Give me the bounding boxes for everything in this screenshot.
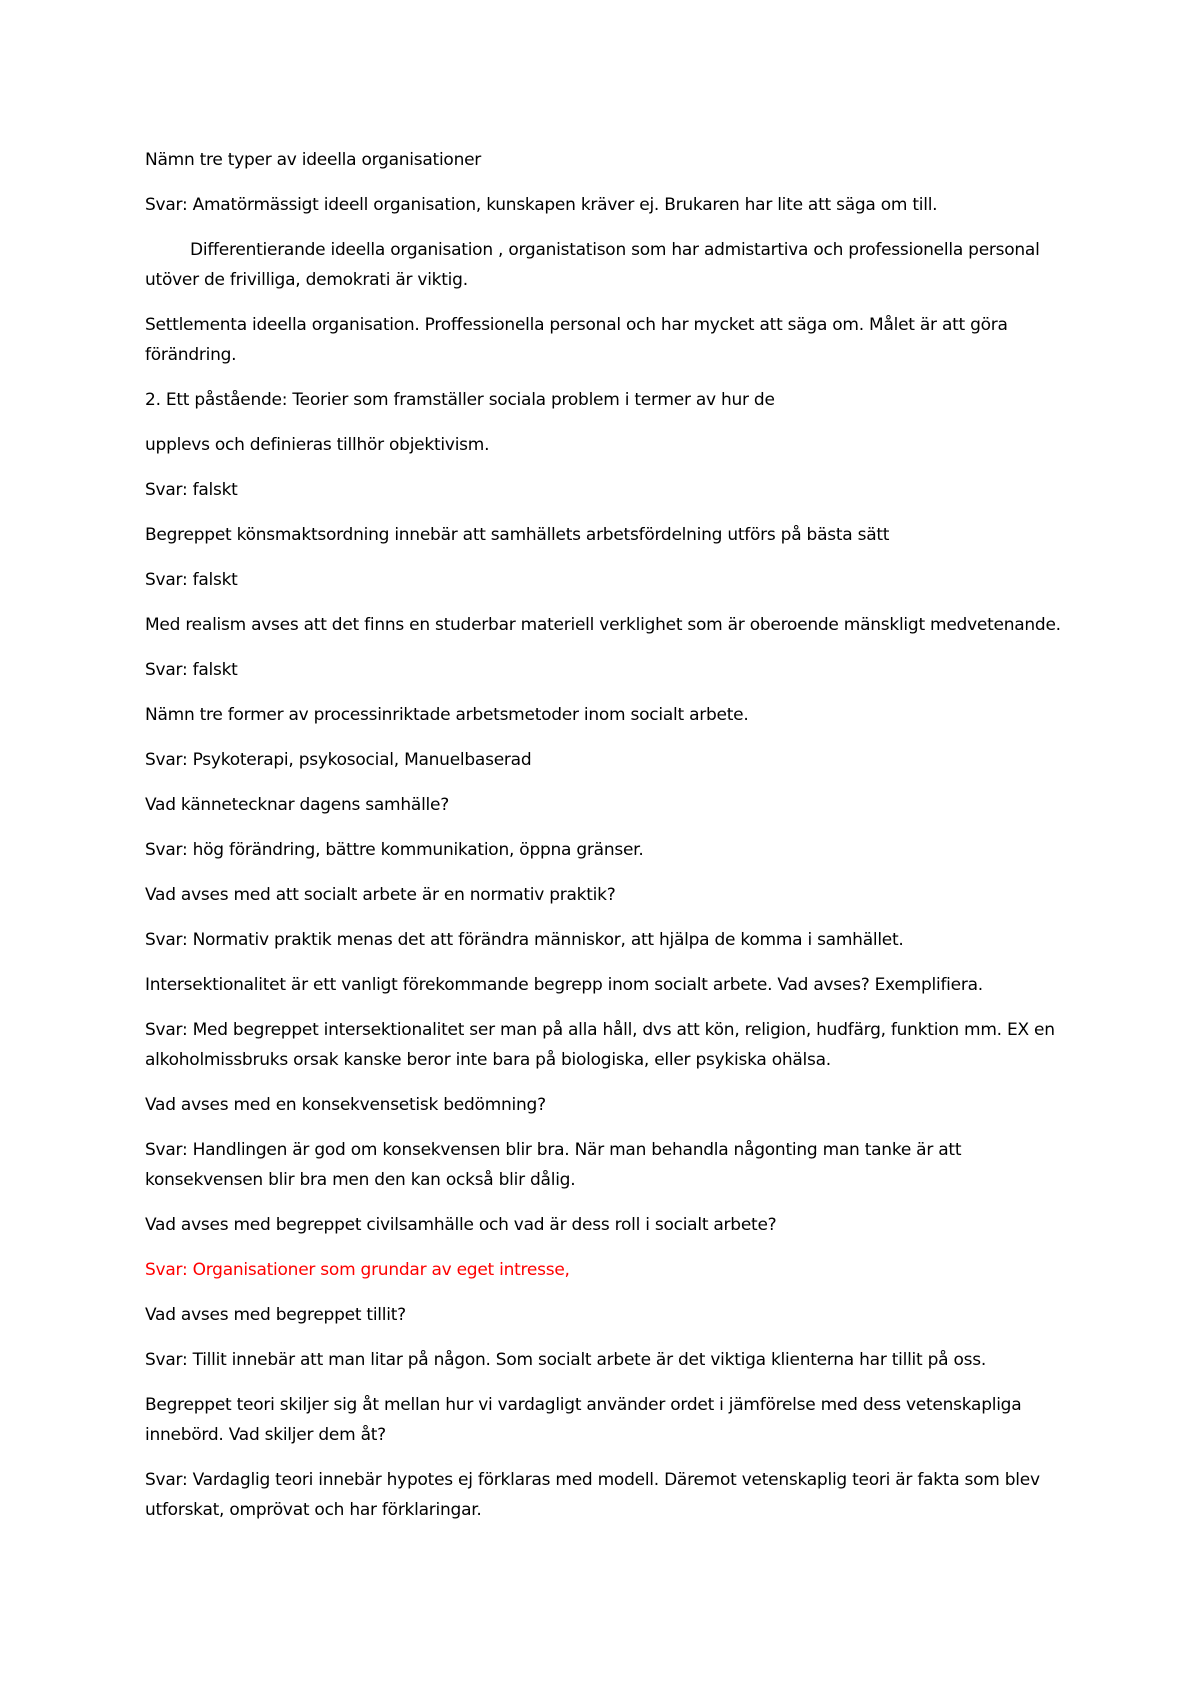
paragraph-answer: Svar: Amatörmässigt ideell organisation, kunskapen kräver ej. Brukaren har lite att säga om till. [145, 195, 938, 215]
paragraph-question: Vad avses med en konsekvensetisk bedömning? [145, 1095, 546, 1115]
paragraph-question: Nämn tre typer av ideella organisationer [145, 150, 482, 170]
paragraph-question: Vad avses med att socialt arbete är en normativ praktik? [145, 885, 616, 905]
paragraph-answer: Svar: Normativ praktik menas det att förändra människor, att hjälpa de komma i samhället. [145, 930, 904, 950]
paragraph-answer-highlighted: Svar: Organisationer som grundar av eget intresse, [145, 1260, 570, 1280]
paragraph-answer: Svar: falskt [145, 660, 238, 680]
paragraph-question: 2. Ett påstående: Teorier som framställer sociala problem i termer av hur de [145, 390, 775, 410]
paragraph-question: Nämn tre former av processinriktade arbetsmetoder inom socialt arbete. [145, 705, 749, 725]
paragraph-answer: Svar: Tillit innebär att man litar på någon. Som socialt arbete är det viktiga klienterna har tillit på oss. [145, 1350, 986, 1370]
paragraph-answer: Svar: Psykoterapi, psykosocial, Manuelbaserad [145, 750, 532, 770]
paragraph-question: Med realism avses att det finns en studerbar materiell verklighet som är oberoende mänskligt medvetenande. [145, 615, 1061, 635]
paragraph-answer: Svar: hög förändring, bättre kommunikation, öppna gränser. [145, 840, 644, 860]
paragraph-answer: Settlementa ideella organisation. Proffessionella personal och har mycket att säga om. Målet är att göra förändring. [145, 315, 1008, 365]
paragraph-question: Begreppet teori skiljer sig åt mellan hur vi vardagligt använder ordet i jämförelse med dess vetenskapliga innebörd. Vad skiljer dem åt? [145, 1395, 1022, 1445]
paragraph-answer: Svar: Med begreppet intersektionalitet ser man på alla håll, dvs att kön, religion, hudfärg, funktion mm. EX en alkoholmissbruks orsak kanske beror inte bara på biologiska, eller psykiska ohälsa. [145, 1020, 1055, 1070]
paragraph-answer: Differentierande ideella organisation , organistatison som har admistartiva och professionella personal utöver de frivilliga, demokrati är viktig. [145, 240, 1040, 290]
paragraph-answer: Svar: Handlingen är god om konsekvensen blir bra. När man behandla någonting man tanke är att konsekvensen blir bra men den kan också blir dålig. [145, 1140, 962, 1190]
paragraph-answer: Svar: falskt [145, 480, 238, 500]
paragraph-question: upplevs och definieras tillhör objektivism. [145, 435, 490, 455]
paragraph-question: Begreppet könsmaktsordning innebär att samhällets arbetsfördelning utförs på bästa sätt [145, 525, 890, 545]
paragraph-answer: Svar: Vardaglig teori innebär hypotes ej förklaras med modell. Däremot vetenskaplig teori är fakta som blev utforskat, omprövat och har förklaringar. [145, 1470, 1040, 1520]
paragraph-question: Intersektionalitet är ett vanligt förekommande begrepp inom socialt arbete. Vad avses? Exemplifiera. [145, 975, 983, 995]
paragraph-question: Vad kännetecknar dagens samhälle? [145, 795, 449, 815]
paragraph-question: Vad avses med begreppet civilsamhälle och vad är dess roll i socialt arbete? [145, 1215, 777, 1235]
paragraph-question: Vad avses med begreppet tillit? [145, 1305, 406, 1325]
document-body [145, 145, 1065, 1540]
paragraph-answer: Svar: falskt [145, 570, 238, 590]
